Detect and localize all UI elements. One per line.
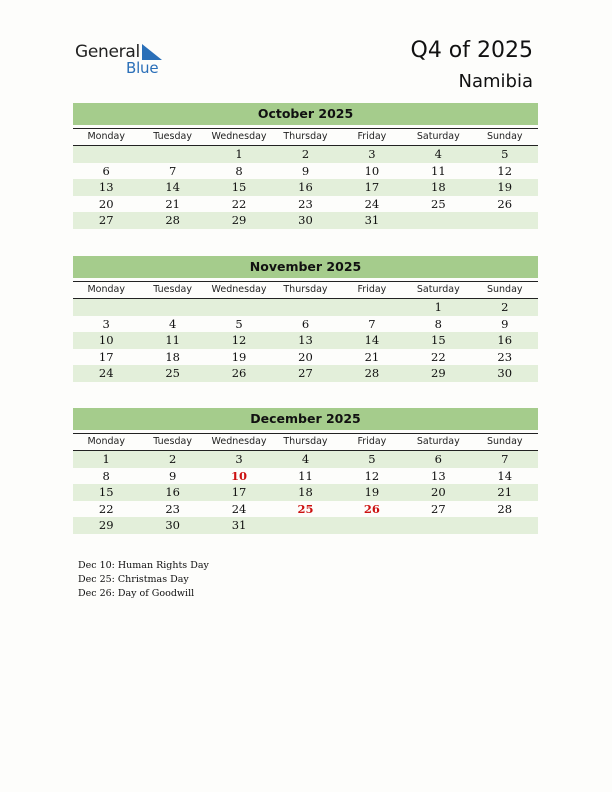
day-cell: 2 (301, 147, 310, 161)
holiday-day-cell: 26 (363, 501, 380, 516)
day-cell: 4 (434, 147, 442, 161)
day-cell: 8 (102, 468, 110, 483)
day-cell: 12 (497, 163, 513, 178)
day-cell: 9 (301, 163, 310, 178)
weekday-label: Monday (87, 284, 125, 295)
day-cell: 29 (98, 518, 114, 532)
day-cell: 6 (301, 316, 310, 331)
week-row (73, 146, 538, 163)
day-cell: 19 (231, 349, 247, 364)
day-cell (272, 517, 338, 534)
weekday-label: Saturday (416, 284, 460, 295)
weekday-label: Saturday (416, 131, 460, 142)
weekday-label: Friday (357, 284, 387, 295)
day-cell: 26 (497, 196, 513, 211)
day-cell: 22 (431, 349, 446, 364)
day-cell: 22 (231, 196, 247, 211)
day-cell: 21 (364, 349, 380, 364)
weekday-label: Monday (87, 131, 125, 142)
day-cell: 21 (165, 196, 180, 211)
week-row (73, 163, 538, 180)
day-cell: 18 (165, 349, 180, 364)
day-cell (206, 299, 272, 316)
day-cell: 2 (501, 300, 509, 314)
generalblue-logo (75, 42, 175, 78)
day-cell: 7 (368, 316, 376, 331)
day-cell: 17 (231, 485, 247, 499)
week-row (73, 299, 538, 316)
holiday-note: Dec 25: Christmas Day (78, 574, 189, 585)
day-cell: 6 (434, 452, 442, 466)
day-cell: 1 (235, 147, 243, 161)
day-cell: 5 (501, 147, 509, 161)
day-cell (405, 212, 471, 229)
day-cell: 16 (497, 333, 513, 347)
week-row (73, 179, 538, 196)
week-row (73, 212, 538, 229)
day-cell: 28 (497, 501, 513, 516)
day-cell: 14 (364, 333, 380, 347)
weekday-label: Friday (357, 436, 387, 447)
holiday-day-cell: 25 (297, 501, 314, 516)
weekday-label: Sunday (486, 436, 523, 447)
day-cell: 24 (364, 196, 380, 211)
day-cell: 3 (235, 452, 243, 466)
logo-triangle-icon (142, 44, 162, 60)
day-cell: 8 (235, 163, 243, 178)
holiday-note: Dec 26: Day of Goodwill (78, 588, 195, 599)
day-cell: 25 (165, 366, 180, 380)
week-row (73, 484, 538, 501)
day-cell: 15 (431, 333, 446, 347)
day-cell: 9 (168, 468, 177, 483)
holiday-note: Dec 10: Human Rights Day (78, 560, 209, 571)
weekday-header (73, 433, 538, 451)
day-cell: 14 (165, 180, 180, 194)
week-row (73, 468, 538, 485)
day-cell: 6 (102, 163, 110, 178)
weekday-label: Thursday (283, 284, 328, 295)
day-cell (339, 517, 405, 534)
week-row (73, 332, 538, 349)
day-cell: 24 (98, 366, 114, 380)
week-row (73, 349, 538, 366)
day-cell: 27 (298, 366, 313, 380)
week-row (73, 451, 538, 468)
day-cell: 19 (497, 180, 513, 194)
day-cell: 7 (168, 163, 177, 178)
logo-general-text: General (75, 42, 140, 62)
day-cell: 18 (431, 180, 446, 194)
day-cell: 29 (231, 213, 247, 227)
day-cell: 20 (298, 349, 313, 364)
holiday-day-cell: 10 (231, 468, 248, 483)
month-title: October 2025 (73, 103, 538, 125)
week-row (73, 517, 538, 534)
day-cell: 17 (364, 180, 380, 194)
day-cell: 31 (231, 518, 247, 532)
day-cell (472, 517, 538, 534)
day-cell (139, 299, 205, 316)
day-cell: 2 (168, 452, 177, 466)
day-cell: 13 (431, 468, 446, 483)
day-cell: 8 (434, 316, 442, 331)
day-cell (339, 299, 405, 316)
day-cell: 15 (231, 180, 247, 194)
day-cell: 14 (497, 468, 513, 483)
day-cell: 28 (165, 213, 180, 227)
day-cell: 23 (497, 349, 513, 364)
day-cell: 31 (364, 213, 380, 227)
day-cell (139, 146, 205, 163)
day-cell: 1 (102, 452, 110, 466)
day-cell (472, 212, 538, 229)
day-cell: 11 (298, 468, 313, 483)
day-cell (405, 517, 471, 534)
logo-blue-text: Blue (126, 59, 159, 77)
day-cell: 4 (168, 316, 177, 331)
day-cell (272, 299, 338, 316)
day-cell: 5 (368, 452, 376, 466)
holiday-notes (78, 559, 209, 601)
day-cell: 29 (431, 366, 446, 380)
day-cell: 3 (102, 316, 110, 331)
day-cell: 20 (98, 196, 114, 211)
day-cell (73, 299, 139, 316)
month-calendar (73, 408, 538, 534)
country-name: Namibia (458, 71, 533, 92)
day-cell: 1 (434, 300, 442, 314)
day-cell: 28 (364, 366, 380, 380)
weekday-label: Tuesday (153, 284, 192, 295)
day-cell: 17 (98, 349, 114, 364)
day-cell: 10 (98, 333, 114, 347)
month-calendar (73, 103, 538, 229)
day-cell: 11 (165, 333, 180, 347)
weekday-label: Saturday (416, 436, 460, 447)
day-cell: 27 (431, 501, 446, 516)
weekday-label: Sunday (486, 131, 523, 142)
weekday-label: Thursday (283, 436, 328, 447)
day-cell: 21 (497, 485, 513, 499)
month-title: December 2025 (73, 408, 538, 430)
day-cell: 4 (301, 452, 310, 466)
day-cell: 20 (431, 485, 446, 499)
weekday-label: Monday (87, 436, 125, 447)
week-row (73, 196, 538, 213)
day-cell: 30 (298, 213, 313, 227)
day-cell: 15 (98, 485, 114, 499)
day-cell: 12 (231, 333, 247, 347)
weekday-header (73, 128, 538, 146)
day-cell: 18 (298, 485, 313, 499)
weekday-label: Tuesday (153, 436, 192, 447)
day-cell: 3 (368, 147, 376, 161)
day-cell: 30 (165, 518, 180, 532)
weekday-label: Wednesday (211, 284, 267, 295)
week-row (73, 365, 538, 382)
month-title: November 2025 (73, 256, 538, 278)
week-row (73, 316, 538, 333)
weekday-label: Thursday (283, 131, 328, 142)
day-cell: 10 (364, 163, 380, 178)
day-cell: 26 (231, 366, 247, 380)
day-cell (73, 146, 139, 163)
day-cell: 24 (231, 501, 247, 516)
day-cell: 12 (364, 468, 380, 483)
day-cell: 22 (98, 501, 114, 516)
day-cell: 27 (98, 213, 114, 227)
week-row (73, 501, 538, 518)
weekday-label: Tuesday (153, 131, 192, 142)
weekday-label: Sunday (486, 284, 523, 295)
day-cell: 23 (165, 501, 180, 516)
day-cell: 9 (501, 316, 509, 331)
day-cell: 16 (298, 180, 313, 194)
weekday-label: Friday (357, 131, 387, 142)
weekday-label: Wednesday (211, 436, 267, 447)
day-cell: 13 (98, 180, 114, 194)
day-cell: 5 (235, 316, 243, 331)
day-cell: 7 (501, 452, 509, 466)
weekday-label: Wednesday (211, 131, 267, 142)
page-title: Q4 of 2025 (410, 38, 533, 63)
day-cell: 25 (431, 196, 446, 211)
day-cell: 13 (298, 333, 313, 347)
month-calendar (73, 256, 538, 382)
weekday-header (73, 281, 538, 299)
day-cell: 11 (431, 163, 446, 178)
day-cell: 19 (364, 485, 380, 499)
day-cell: 23 (298, 196, 313, 211)
day-cell: 30 (497, 366, 513, 380)
day-cell: 16 (165, 485, 180, 499)
